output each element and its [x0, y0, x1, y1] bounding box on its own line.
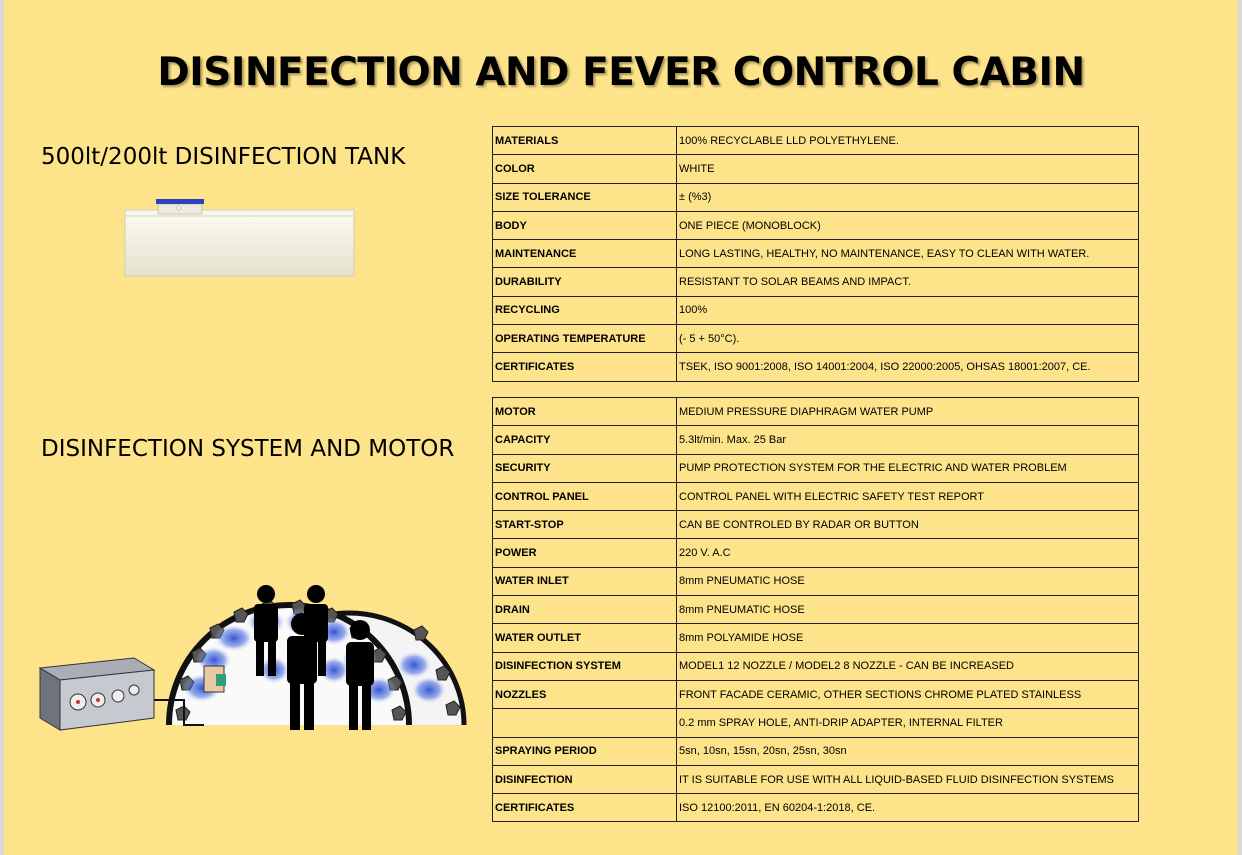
tank-section-heading: 500lt/200lt DISINFECTION TANK — [41, 144, 406, 170]
spec-label — [493, 709, 677, 737]
spec-label: WATER OUTLET — [493, 624, 677, 652]
spec-row — [493, 353, 1139, 381]
spec-label: DRAIN — [493, 596, 677, 624]
spec-row — [493, 268, 1139, 296]
spec-label: SIZE TOLERANCE — [493, 183, 677, 211]
spec-value: 220 V. A.C — [677, 539, 1139, 567]
spec-row — [493, 680, 1139, 708]
spec-label: OPERATING TEMPERATURE — [493, 325, 677, 353]
spec-label: START-STOP — [493, 511, 677, 539]
spec-row — [493, 511, 1139, 539]
spec-value: MEDIUM PRESSURE DIAPHRAGM WATER PUMP — [677, 398, 1139, 426]
cabin-illustration — [34, 520, 474, 740]
spec-label: NOZZLES — [493, 680, 677, 708]
spec-row — [493, 709, 1139, 737]
spec-value: 8mm PNEUMATIC HOSE — [677, 596, 1139, 624]
spec-row — [493, 211, 1139, 239]
spec-value: ONE PIECE (MONOBLOCK) — [677, 211, 1139, 239]
spec-row — [493, 765, 1139, 793]
spec-value: RESISTANT TO SOLAR BEAMS AND IMPACT. — [677, 268, 1139, 296]
spec-label: CERTIFICATES — [493, 353, 677, 381]
spec-row — [493, 596, 1139, 624]
spec-row — [493, 155, 1139, 183]
spec-label: COLOR — [493, 155, 677, 183]
spec-label: DISINFECTION SYSTEM — [493, 652, 677, 680]
spec-row — [493, 794, 1139, 822]
spec-label: WATER INLET — [493, 567, 677, 595]
spec-label: CONTROL PANEL — [493, 482, 677, 510]
spec-row — [493, 454, 1139, 482]
spec-value: 5sn, 10sn, 15sn, 20sn, 25sn, 30sn — [677, 737, 1139, 765]
spec-label: BODY — [493, 211, 677, 239]
spec-label: POWER — [493, 539, 677, 567]
spec-label: MOTOR — [493, 398, 677, 426]
spec-row — [493, 482, 1139, 510]
spec-value: 5.3lt/min. Max. 25 Bar — [677, 426, 1139, 454]
spec-row — [493, 296, 1139, 324]
spec-value: ± (%3) — [677, 183, 1139, 211]
spec-row — [493, 127, 1139, 155]
spec-label: SECURITY — [493, 454, 677, 482]
spec-label: CERTIFICATES — [493, 794, 677, 822]
spec-value: LONG LASTING, HEALTHY, NO MAINTENANCE, EASY TO CLEAN WITH WATER. — [677, 240, 1139, 268]
spec-value: IT IS SUITABLE FOR USE WITH ALL LIQUID-BASED FLUID DISINFECTION SYSTEMS — [677, 765, 1139, 793]
spec-value: 100% — [677, 296, 1139, 324]
spec-value: 8mm PNEUMATIC HOSE — [677, 567, 1139, 595]
document-page — [4, 0, 1238, 855]
spec-label: CAPACITY — [493, 426, 677, 454]
tank-illustration — [122, 196, 357, 280]
spec-value: FRONT FACADE CERAMIC, OTHER SECTIONS CHROME PLATED STAINLESS — [677, 680, 1139, 708]
spec-value: CONTROL PANEL WITH ELECTRIC SAFETY TEST REPORT — [677, 482, 1139, 510]
spec-label: DURABILITY — [493, 268, 677, 296]
motor-spec-table — [492, 397, 1139, 822]
spec-row — [493, 539, 1139, 567]
spec-label: DISINFECTION — [493, 765, 677, 793]
spec-row — [493, 737, 1139, 765]
spec-value: 0.2 mm SPRAY HOLE, ANTI-DRIP ADAPTER, INTERNAL FILTER — [677, 709, 1139, 737]
spec-label: MAINTENANCE — [493, 240, 677, 268]
spec-value: ISO 12100:2011, EN 60204-1:2018, CE. — [677, 794, 1139, 822]
spec-label: MATERIALS — [493, 127, 677, 155]
spec-value: WHITE — [677, 155, 1139, 183]
spec-value: MODEL1 12 NOZZLE / MODEL2 8 NOZZLE - CAN BE INCREASED — [677, 652, 1139, 680]
spec-label: SPRAYING PERIOD — [493, 737, 677, 765]
spec-value: 8mm POLYAMIDE HOSE — [677, 624, 1139, 652]
spec-value: TSEK, ISO 9001:2008, ISO 14001:2004, ISO 22000:2005, OHSAS 18001:2007, CE. — [677, 353, 1139, 381]
spec-row — [493, 325, 1139, 353]
spec-row — [493, 426, 1139, 454]
tank-spec-table — [492, 126, 1139, 382]
spec-row — [493, 652, 1139, 680]
spec-row — [493, 240, 1139, 268]
spec-row — [493, 398, 1139, 426]
spec-value: 100% RECYCLABLE LLD POLYETHYLENE. — [677, 127, 1139, 155]
spec-value: PUMP PROTECTION SYSTEM FOR THE ELECTRIC AND WATER PROBLEM — [677, 454, 1139, 482]
spec-row — [493, 567, 1139, 595]
page-title: DISINFECTION AND FEVER CONTROL CABIN — [157, 50, 1085, 95]
spec-row — [493, 624, 1139, 652]
spec-value: (- 5 + 50°C). — [677, 325, 1139, 353]
spec-row — [493, 183, 1139, 211]
spec-label: RECYCLING — [493, 296, 677, 324]
motor-section-heading: DISINFECTION SYSTEM AND MOTOR — [41, 436, 455, 462]
spec-value: CAN BE CONTROLED BY RADAR OR BUTTON — [677, 511, 1139, 539]
